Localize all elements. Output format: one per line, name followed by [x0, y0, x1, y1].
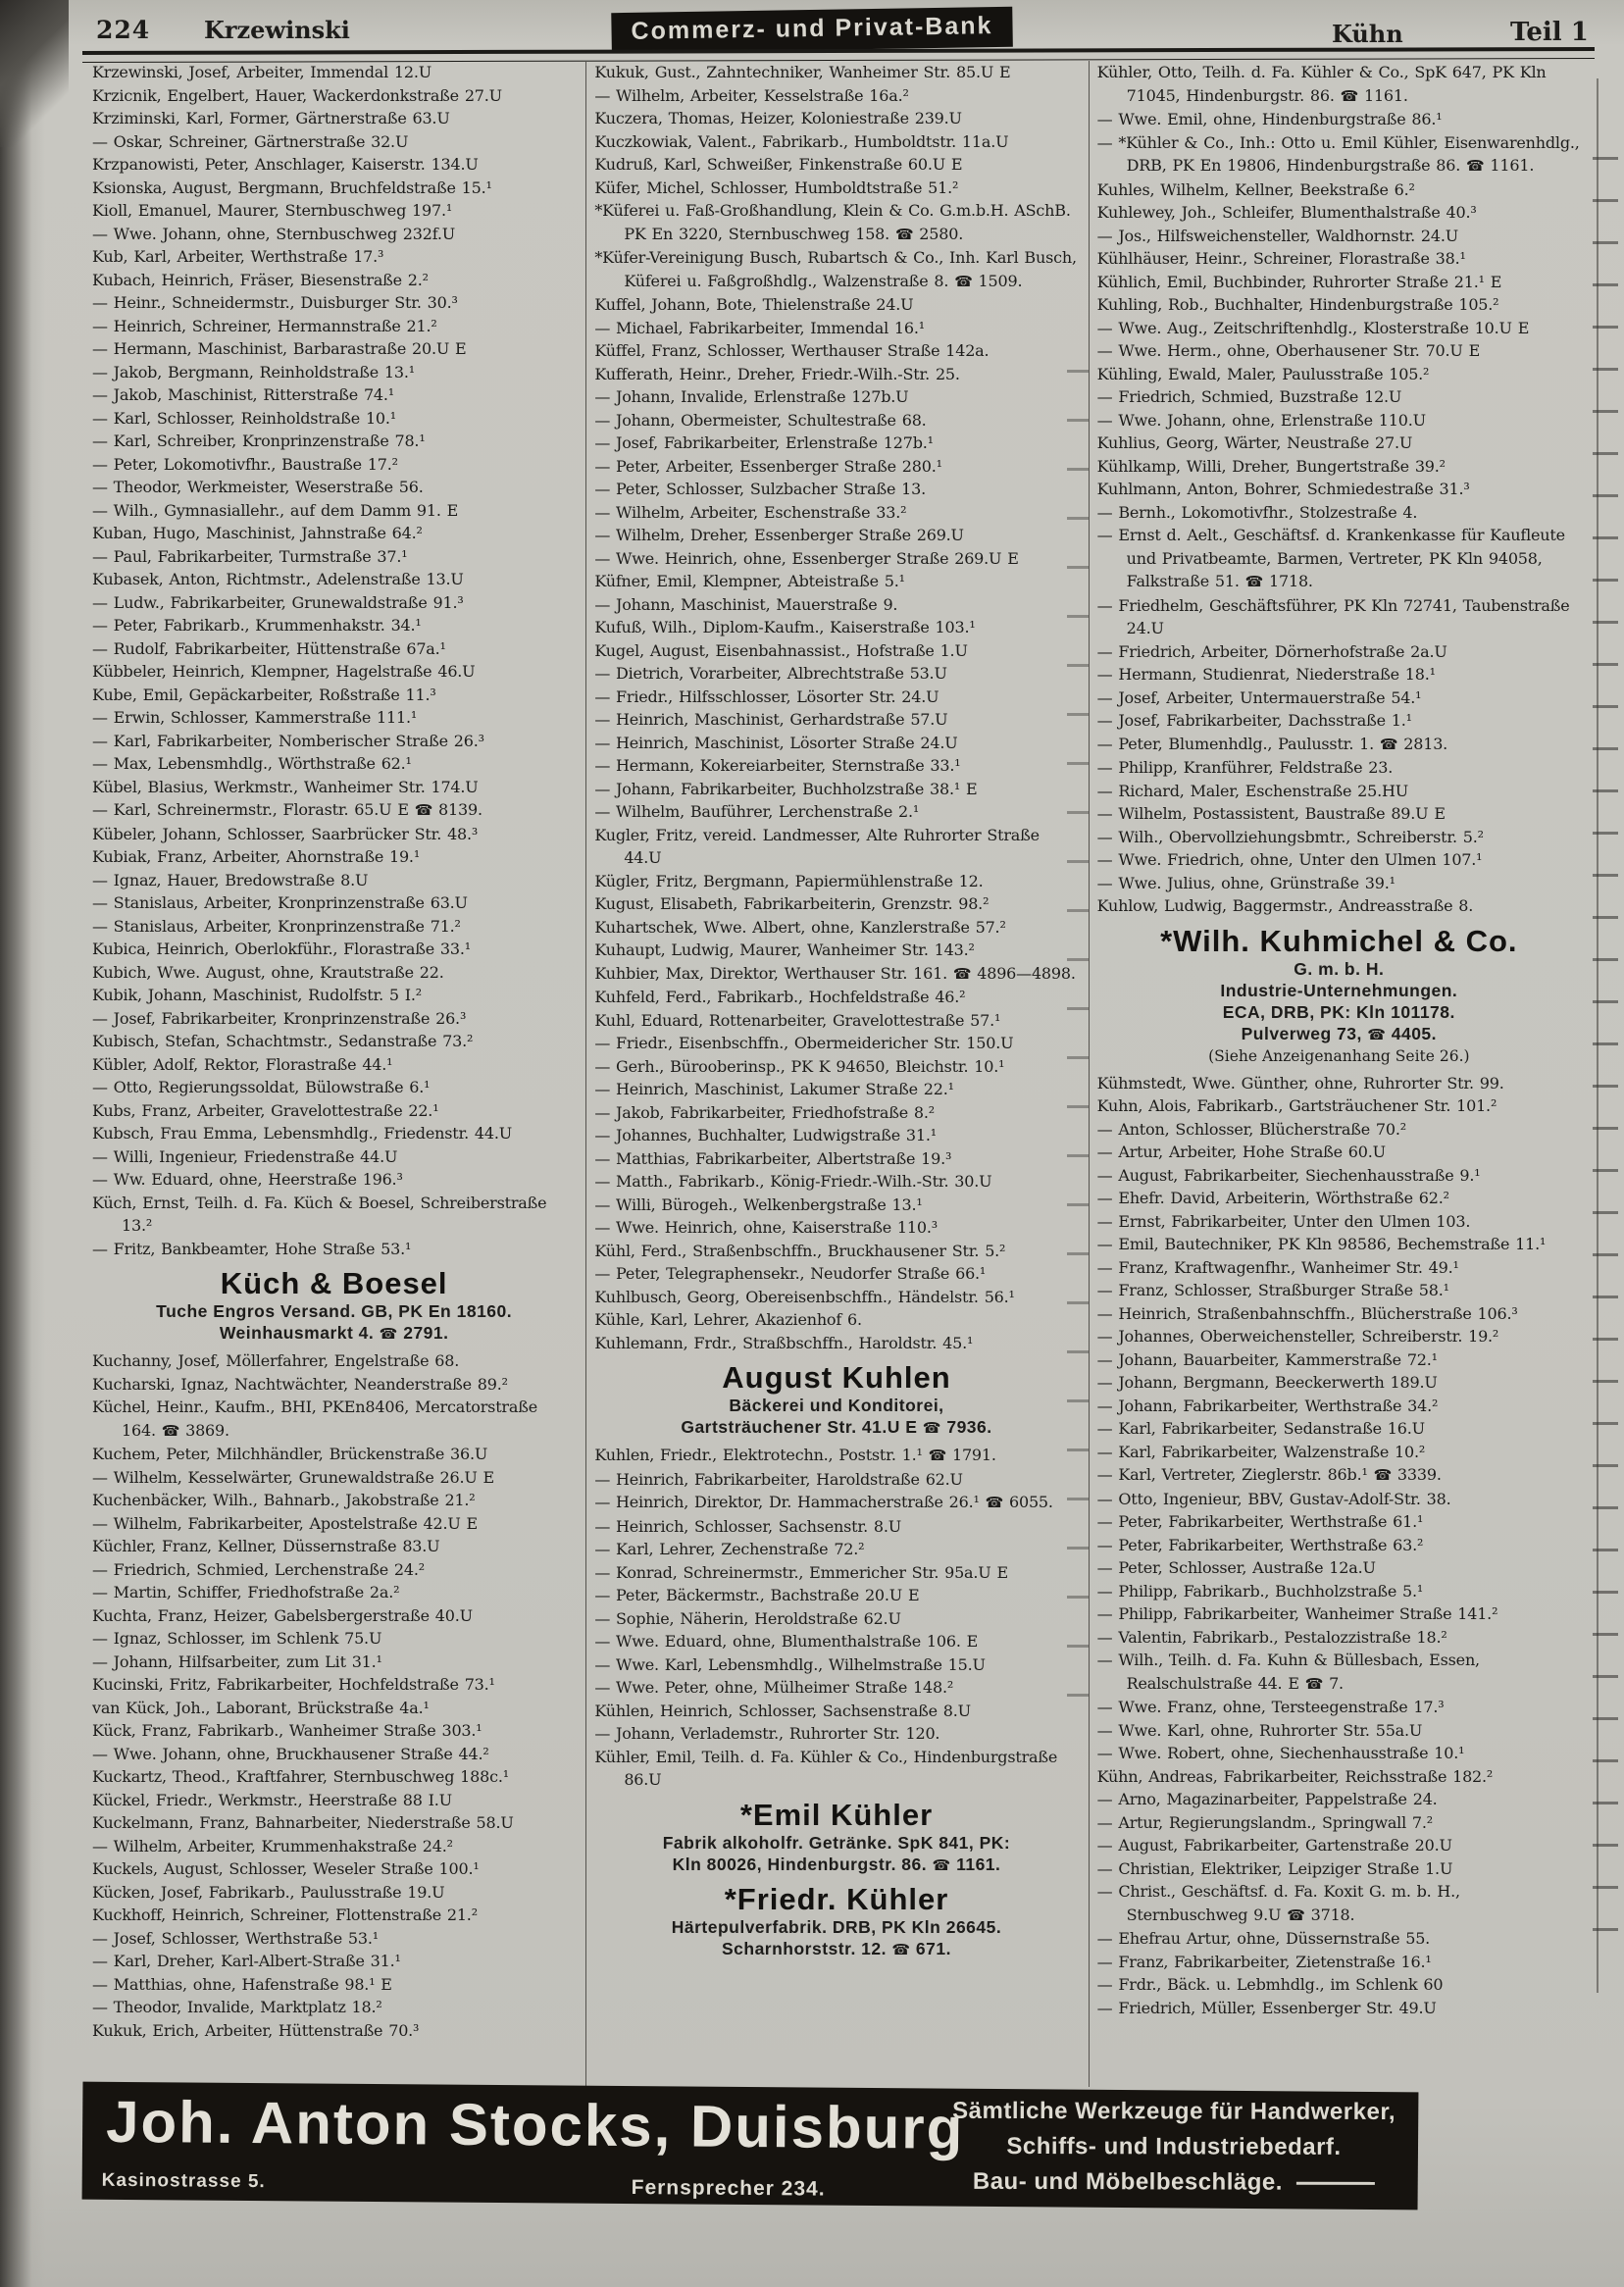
- directory-entry: — Wilhelm, Postassistent, Baustraße 89.U E: [1096, 804, 1446, 823]
- directory-entry: — Emil, Bautechniker, PK Kln 98586, Bechemstraße 11.¹: [1096, 1235, 1547, 1253]
- directory-entry: — Christ., Geschäftsf. d. Fa. Koxit G. m. b. H., Sternbuschweg 9.U ☎ 3718.: [1096, 1882, 1460, 1924]
- directory-entry: — Wwe. Johann, ohne, Sternbuschweg 232f.U: [92, 224, 456, 243]
- directory-entry: Küchel, Heinr., Kaufm., BHI, PKEn8406, Mercatorstraße 164. ☎ 3869.: [92, 1398, 537, 1440]
- directory-entry: Kücken, Josef, Fabrikarb., Paulusstraße 19.U: [92, 1882, 445, 1902]
- directory-entry: — Konrad, Schreinermstr., Emmericher Str. 95a.U E: [594, 1562, 1008, 1582]
- directory-entry: — Peter, Fabrikarbeiter, Werthstraße 63.²: [1096, 1535, 1424, 1554]
- directory-entry: Krzpanowisti, Peter, Anschlager, Kaiserstr. 134.U: [92, 155, 479, 174]
- directory-entry: Kugel, August, Eisenbahnassist., Hofstraße 1.U: [594, 640, 968, 660]
- directory-entry: Kuhlius, Georg, Wärter, Neustraße 27.U: [1096, 433, 1413, 452]
- scan-ticks-middle: [1067, 324, 1089, 1736]
- directory-entry: Krziminski, Karl, Former, Gärtnerstraße 63.U: [92, 109, 450, 127]
- directory-entry: Kukuk, Erich, Arbeiter, Hüttenstraße 70.³: [92, 2020, 420, 2040]
- directory-entry: Kioll, Emanuel, Maurer, Sternbuschweg 197.¹: [92, 201, 453, 220]
- directory-entry: — Michael, Fabrikarbeiter, Immendal 16.¹: [594, 318, 925, 337]
- directory-entry: Kühling, Ewald, Maler, Paulusstraße 105.²: [1096, 364, 1430, 383]
- column-3: [1089, 61, 1591, 2087]
- directory-entry: — Christian, Elektriker, Leipziger Straße 1.U: [1096, 1858, 1453, 1878]
- footer-ad-line: Bau- und Möbelbeschläge.: [943, 2164, 1404, 2201]
- directory-entry: — Karl, Schreinermstr., Florastr. 65.U E ☎ 8139.: [92, 800, 482, 819]
- directory-entry: — Friedhelm, Geschäftsführer, PK Kln 72741, Taubenstraße 24.U: [1096, 595, 1570, 637]
- directory-entry: Kückel, Friedr., Werkmstr., Heerstraße 88 I.U: [92, 1790, 452, 1809]
- directory-entry: Küch, Ernst, Teilh. d. Fa. Küch & Boesel, Schreiberstraße 13.²: [92, 1193, 547, 1235]
- directory-entry: — Karl, Schreiber, Kronprinzenstraße 78.¹: [92, 432, 426, 450]
- directory-entry: — Willi, Ingenieur, Friedenstraße 44.U: [92, 1146, 398, 1166]
- directory-entry: — Wwe. Franz, ohne, Tersteegenstraße 17.³: [1096, 1698, 1445, 1716]
- directory-entry: Kuhbier, Max, Direktor, Werthauser Str. 161. ☎ 4896—4898.: [594, 963, 1076, 983]
- directory-entry: — Bernh., Lokomotivfhr., Stolzestraße 4.: [1096, 502, 1418, 522]
- directory-entry: — Ww. Eduard, ohne, Heerstraße 196.³: [92, 1170, 403, 1189]
- directory-entry: — Peter, Lokomotivfhr., Baustraße 17.²: [92, 454, 398, 474]
- directory-entry: Kugust, Elisabeth, Fabrikarbeiterin, Grenzstr. 98.²: [594, 894, 990, 913]
- directory-entry: Kuchanny, Josef, Möllerfahrer, Engelstraße 68.: [92, 1351, 460, 1370]
- directory-entry: Kühlich, Emil, Buchbinder, Ruhrorter Straße 21.¹ E: [1096, 272, 1502, 291]
- directory-entry: Kuhaupt, Ludwig, Maurer, Wanheimer Str. 143.²: [594, 940, 975, 959]
- phone-icon: ☎: [1466, 157, 1485, 175]
- directory-entry: — Wilhelm, Arbeiter, Eschenstraße 33.²: [594, 502, 907, 522]
- directory-entry: — Wwe. Eduard, ohne, Blumenthalstraße 106. E: [594, 1632, 979, 1651]
- directory-entry: — Wilhelm, Arbeiter, Kesselstraße 16a.²: [594, 85, 909, 105]
- directory-entry: — Wwe. Johann, ohne, Bruckhausener Straße 44.²: [92, 1744, 489, 1763]
- directory-entry: — Johann, Verlademstr., Ruhrorter Str. 120.: [594, 1724, 940, 1743]
- directory-entry: — Wilhelm, Dreher, Essenberger Straße 269.U: [594, 526, 964, 544]
- directory-entry: — August, Fabrikarbeiter, Gartenstraße 20.U: [1096, 1836, 1452, 1855]
- directory-entry: — Artur, Arbeiter, Hohe Straße 60.U: [1096, 1143, 1386, 1161]
- directory-entry: Kuhles, Wilhelm, Kellner, Beekstraße 6.²: [1096, 179, 1415, 199]
- directory-entry: — Johann, Fabrikarbeiter, Buchholzstraße 38.¹ E: [594, 779, 978, 798]
- directory-entry: — Peter, Schlosser, Austraße 12a.U: [1096, 1558, 1376, 1577]
- inline-ad: [1097, 925, 1581, 1067]
- directory-entry: Kühle, Karl, Lehrer, Akazienhof 6.: [594, 1310, 862, 1329]
- phone-icon: ☎: [894, 225, 914, 243]
- phone-icon: ☎: [928, 1447, 947, 1464]
- directory-entry: — Wwe. Friedrich, ohne, Unter den Ulmen 107.¹: [1096, 850, 1483, 869]
- phone-icon: ☎: [1373, 1466, 1393, 1484]
- directory-entry: Kuhlewey, Joh., Schleifer, Blumenthalstraße 40.³: [1096, 203, 1477, 222]
- directory-entry: — Willi, Bürogeh., Welkenbergstraße 13.¹: [594, 1194, 923, 1214]
- directory-entry: — Oskar, Schreiner, Gärtnerstraße 32.U: [92, 131, 409, 151]
- inline-ad-line: Bäckerei und Konditorei,: [729, 1396, 944, 1415]
- directory-entry: — Franz, Fabrikarbeiter, Zietenstraße 16.¹: [1096, 1952, 1432, 1971]
- directory-entry: — Peter, Telegraphensekr., Neudorfer Straße 66.¹: [594, 1264, 987, 1283]
- directory-entry: — Erwin, Schlosser, Kammerstraße 111.¹: [92, 708, 418, 727]
- directory-entry: — Matthias, Fabrikarbeiter, Albertstraße 19.³: [594, 1148, 952, 1168]
- directory-entry: Kuhn, Alois, Fabrikarb., Gartsträuchener Str. 101.²: [1096, 1096, 1497, 1115]
- directory-entry: — Wwe. Aug., Zeitschriftenhdlg., Klosterstraße 10.U E: [1096, 318, 1530, 337]
- directory-entry: — Rudolf, Fabrikarbeiter, Hüttenstraße 67a.¹: [92, 638, 446, 658]
- directory-entry: — Wwe. Heinrich, ohne, Essenberger Straße 269.U E: [594, 548, 1019, 568]
- directory-entry: — *Kühler & Co., Inh.: Otto u. Emil Kühler, Eisenwarenhdlg., DRB, PK En 19806, Hindenburgstraße 86. ☎ 1161.: [1096, 132, 1580, 175]
- directory-entry: — Ehefr. David, Arbeiterin, Wörthstraße 62.²: [1096, 1189, 1449, 1207]
- directory-entry: — Friedr., Hilfsschlosser, Lösorter Str. 24.U: [594, 686, 939, 706]
- directory-entry: Kühn, Andreas, Fabrikarbeiter, Reichsstraße 182.²: [1096, 1766, 1494, 1786]
- directory-entry: — Philipp, Kranführer, Feldstraße 23.: [1096, 758, 1394, 777]
- directory-entry: — Philipp, Fabrikarb., Buchholzstraße 5.¹: [1096, 1581, 1424, 1601]
- directory-entry: — Dietrich, Vorarbeiter, Albrechtstraße 53.U: [594, 664, 947, 683]
- directory-entry: Kubiak, Franz, Arbeiter, Ahornstraße 19.¹: [92, 847, 421, 866]
- directory-entry: Kübeler, Johann, Schlosser, Saarbrücker Str. 48.³: [92, 824, 479, 843]
- directory-entry: — Ehefrau Artur, ohne, Düssernstraße 55.: [1096, 1929, 1431, 1948]
- directory-entry: Kuckelmann, Franz, Bahnarbeiter, Niederstraße 58.U: [92, 1813, 514, 1832]
- directory-entry: — Theodor, Invalide, Marktplatz 18.²: [92, 1998, 382, 2016]
- directory-entry: — Wilhelm, Kesselwärter, Grunewaldstraße 26.U E: [92, 1467, 495, 1487]
- directory-entry: — Wilh., Obervollziehungsbmtr., Schreiberstr. 5.²: [1096, 827, 1484, 846]
- directory-entry: — Franz, Kraftwagenfhr., Wanheimer Str. 49.¹: [1096, 1257, 1459, 1277]
- directory-entry: Kübel, Blasius, Werkmstr., Wanheimer Str. 174.U: [92, 777, 479, 796]
- directory-entry: Kubich, Wwe. August, ohne, Krautstraße 22.: [92, 962, 444, 982]
- directory-entry: — Peter, Schlosser, Sulzbacher Straße 13.: [594, 480, 926, 498]
- directory-entry: — Johannes, Oberweichensteller, Schreiberstr. 19.²: [1096, 1327, 1499, 1346]
- directory-entry: — Max, Lebensmhdlg., Wörthstraße 62.¹: [92, 754, 412, 773]
- directory-entry: — Ignaz, Schlosser, im Schlenk 75.U: [92, 1629, 382, 1648]
- directory-entry: — Wilh., Gymnasiallehr., auf dem Damm 91. E: [92, 500, 459, 520]
- directory-entry: Kügler, Fritz, Bergmann, Papiermühlenstraße 12.: [594, 871, 984, 890]
- directory-entry: — Matth., Fabrikarb., König-Friedr.-Wilh.-Str. 30.U: [594, 1172, 992, 1191]
- phone-icon: ☎: [922, 1419, 941, 1437]
- directory-entry: — Josef, Fabrikarbeiter, Kronprinzenstraße 26.³: [92, 1008, 467, 1028]
- directory-entry: — Wwe. Herm., ohne, Oberhausener Str. 70.U E: [1096, 341, 1481, 360]
- inline-ad-title: August Kuhlen: [722, 1360, 951, 1395]
- directory-entry: — Otto, Regierungssoldat, Bülowstraße 6.¹: [92, 1078, 431, 1096]
- footer-ad-product-lines: [943, 2094, 1404, 2201]
- directory-entry: — Heinrich, Maschinist, Gerhardstraße 57.U: [594, 710, 948, 729]
- directory-entry: — Jakob, Maschinist, Ritterstraße 74.¹: [92, 385, 395, 404]
- directory-entry: Kuhfeld, Ferd., Fabrikarb., Hochfeldstraße 46.²: [594, 988, 966, 1006]
- directory-entry: — Heinrich, Schlosser, Sachsenstr. 8.U: [594, 1516, 901, 1536]
- guide-word-right: Kühn: [1332, 20, 1403, 48]
- directory-entry: Kuchenbäcker, Wilh., Bahnarb., Jakobstraße 21.²: [92, 1491, 476, 1509]
- inline-ad-line: Fabrik alkoholfr. Getränke. SpK 841, PK:: [662, 1832, 1011, 1853]
- directory-entry: Kukuk, Gust., Zahntechniker, Wanheimer Str. 85.U E: [594, 63, 1011, 81]
- directory-entry: Kuhlbusch, Georg, Obereisenbschffn., Händelstr. 56.¹: [594, 1287, 1015, 1306]
- directory-entry: — Karl, Fabrikarbeiter, Nomberischer Straße 26.³: [92, 731, 484, 750]
- page-header: [0, 0, 1624, 53]
- phone-icon: ☎: [1244, 573, 1264, 590]
- phone-icon: ☎: [952, 964, 972, 983]
- directory-entry: Kühmstedt, Wwe. Günther, ohne, Ruhrorter Str. 99.: [1096, 1073, 1504, 1093]
- column-2: [585, 61, 1088, 2087]
- directory-entry: Kück, Franz, Fabrikarb., Wanheimer Straße 303.¹: [92, 1721, 482, 1740]
- footer-ad-phone: Fernsprecher 234.: [631, 2176, 826, 2201]
- directory-entry: Kufferath, Heinr., Dreher, Friedr.-Wilh.-Str. 25.: [594, 364, 960, 383]
- directory-entry: Kubasek, Anton, Richtmstr., Adelenstraße 13.U: [92, 570, 464, 588]
- inline-ad-title: *Friedr. Kühler: [724, 1881, 949, 1916]
- directory-entry: Kübler, Adolf, Rektor, Florastraße 44.¹: [92, 1054, 393, 1074]
- directory-entry: — Peter, Fabrikarbeiter, Werthstraße 61.¹: [1096, 1512, 1424, 1531]
- directory-entry: — Karl, Dreher, Karl-Albert-Straße 31.¹: [92, 1952, 401, 1970]
- directory-entry: Kuhlmann, Anton, Bohrer, Schmiedestraße 31.³: [1096, 480, 1470, 498]
- directory-entry: — Fritz, Bankbeamter, Hohe Straße 53.¹: [92, 1239, 412, 1258]
- footer-ad-company-name: Joh. Anton Stocks, Duisburg: [105, 2088, 965, 2161]
- inline-ad-line: Härtepulverfabrik. DRB, PK Kln 26645.: [671, 1916, 1002, 1937]
- directory-entry: — Johann, Fabrikarbeiter, Werthstraße 34.²: [1096, 1396, 1439, 1415]
- directory-entry: — Wilhelm, Arbeiter, Krummenhakstraße 24.²: [92, 1836, 453, 1855]
- directory-entry: — Wilhelm, Fabrikarbeiter, Apostelstraße 42.U E: [92, 1513, 478, 1533]
- book-spine-shadow: [0, 0, 45, 2287]
- directory-entry: — Karl, Vertreter, Zieglerstr. 86b.¹ ☎ 3339.: [1096, 1465, 1442, 1484]
- page-number: 224: [96, 16, 151, 44]
- directory-entry: — Wilhelm, Bauführer, Lerchenstraße 2.¹: [594, 802, 920, 821]
- directory-entry: — Friedrich, Schmied, Lerchenstraße 24.²: [92, 1559, 425, 1579]
- directory-entry: — Hermann, Maschinist, Barbarastraße 20.U E: [92, 339, 467, 358]
- inline-ad-line: ECA, DRB, PK: Kln 101178.: [1222, 1001, 1455, 1022]
- directory-entry: — Heinrich, Fabrikarbeiter, Haroldstraße 62.U: [594, 1469, 963, 1489]
- phone-icon: ☎: [891, 1940, 911, 1958]
- phone-icon: ☎: [1340, 86, 1359, 105]
- footer-ad-line: Sämtliche Werkzeuge für Handwerker,: [952, 2097, 1396, 2125]
- directory-entry: Kucinski, Fritz, Fabrikarbeiter, Hochfeldstraße 73.¹: [92, 1675, 495, 1694]
- directory-entry: — Wwe. Julius, ohne, Grünstraße 39.¹: [1096, 873, 1396, 892]
- directory-entry: — Josef, Arbeiter, Untermauerstraße 54.¹: [1096, 687, 1422, 707]
- phone-icon: ☎: [161, 1421, 180, 1440]
- phone-icon: ☎: [932, 1855, 951, 1874]
- directory-entry: Ksionska, August, Bergmann, Bruchfeldstraße 15.¹: [92, 178, 492, 197]
- directory-entry: — Peter, Arbeiter, Essenberger Straße 280.¹: [594, 456, 942, 476]
- directory-entry: — Heinrich, Maschinist, Lösorter Straße 24.U: [594, 733, 958, 752]
- directory-entry: Kühl, Ferd., Straßenbschffn., Bruckhausener Str. 5.²: [594, 1241, 1006, 1260]
- directory-entry: Küfner, Emil, Klempner, Abteistraße 5.¹: [594, 572, 905, 590]
- directory-entry: — Ernst d. Aelt., Geschäftsf. d. Krankenkasse für Kaufleute und Privatbeamte, Barmen, Vertreter, PK Kln 94058, Falkstraße 51. ☎ 1718.: [1096, 526, 1565, 590]
- directory-entry: Kuffel, Johann, Bote, Thielenstraße 24.U: [594, 295, 914, 314]
- scan-ticks-right: [1593, 118, 1618, 1954]
- inline-ad: [594, 1361, 1078, 1439]
- inline-ad-line: G. m. b. H.: [1294, 958, 1385, 979]
- directory-entry: Krzewinski, Josef, Arbeiter, Immendal 12.U: [92, 63, 432, 81]
- directory-entry: Kuchem, Peter, Milchhändler, Brückenstraße 36.U: [92, 1445, 488, 1463]
- inline-ad-line: Weinhausmarkt 4. ☎ 2791.: [219, 1323, 449, 1343]
- directory-entry: Kuckartz, Theod., Kraftfahrer, Sternbuschweg 188c.¹: [92, 1767, 509, 1786]
- directory-entry: Kudruß, Karl, Schweißer, Finkenstraße 60.U E: [594, 155, 963, 174]
- directory-entry: — Heinrich, Straßenbahnschffn., Blücherstraße 106.³: [1096, 1303, 1518, 1323]
- directory-entry: Krzicnik, Engelbert, Hauer, Wackerdonkstraße 27.U: [92, 85, 502, 105]
- inline-ad-title: Küch & Boesel: [220, 1266, 448, 1300]
- inline-ad-line: Kln 80026, Hindenburgstr. 86. ☎ 1161.: [672, 1854, 1001, 1874]
- footer-ad-line: Schiffs- und Industriebedarf.: [1006, 2132, 1342, 2160]
- inline-ad-title: *Emil Kühler: [739, 1797, 934, 1832]
- directory-entry: Kuczkowiak, Valent., Fabrikarb., Humboldtstr. 11a.U: [594, 131, 1009, 151]
- directory-entry: — Valentin, Fabrikarb., Pestalozzistraße 18.²: [1096, 1627, 1447, 1647]
- inline-ad: [92, 1267, 576, 1345]
- directory-entry: — Heinrich, Maschinist, Lakumer Straße 22.¹: [594, 1080, 954, 1098]
- inline-ad-line: Industrie-Unternehmungen.: [1220, 980, 1458, 1000]
- filler-dash: [1296, 2182, 1375, 2185]
- directory-entry: — Anton, Schlosser, Blücherstraße 70.²: [1096, 1119, 1406, 1139]
- directory-entry: — Wilh., Teilh. d. Fa. Kuhn & Büllesbach, Essen, Realschulstraße 44. E ☎ 7.: [1096, 1651, 1480, 1693]
- directory-entry: Küchler, Franz, Kellner, Düssernstraße 83.U: [92, 1537, 440, 1555]
- inline-ad-line: Pulverweg 73, ☎ 4405.: [1241, 1023, 1438, 1043]
- guide-word-left: Krzewinski: [204, 16, 350, 44]
- phone-icon: ☎: [414, 801, 433, 819]
- directory-entry: Kube, Emil, Gepäckarbeiter, Roßstraße 11.³: [92, 685, 436, 704]
- directory-entry: Kuchta, Franz, Heizer, Gabelsbergerstraße 40.U: [92, 1605, 473, 1625]
- directory-entry: — Hermann, Studienrat, Niederstraße 18.¹: [1096, 665, 1436, 684]
- directory-entry: Küfer, Michel, Schlosser, Humboldtstraße 51.²: [594, 178, 959, 197]
- phone-icon: ☎: [985, 1494, 1004, 1511]
- directory-entry: — Josef, Schlosser, Werthstraße 53.¹: [92, 1928, 379, 1948]
- directory-entry: Kühler, Emil, Teilh. d. Fa. Kühler & Co., Hindenburgstraße 86.U: [594, 1747, 1058, 1789]
- directory-entry: — Johann, Maschinist, Mauerstraße 9.: [594, 594, 898, 614]
- directory-entry: Kuckels, August, Schlosser, Weseler Straße 100.¹: [92, 1859, 480, 1878]
- directory-entry: — Otto, Ingenieur, BBV, Gustav-Adolf-Str. 38.: [1096, 1489, 1451, 1508]
- directory-entry: — Martin, Schiffer, Friedhofstraße 2a.²: [92, 1583, 400, 1601]
- directory-entry: — Jos., Hilfsweichensteller, Waldhornstr. 24.U: [1096, 226, 1459, 245]
- phone-icon: ☎: [379, 1325, 398, 1343]
- directory-entry: — Heinrich, Direktor, Dr. Hammacherstraße 26.¹ ☎ 6055.: [594, 1493, 1053, 1511]
- directory-entry: Kühler, Otto, Teilh. d. Fa. Kühler & Co., SpK 647, PK Kln 71045, Hindenburgstr. 86. ☎ 1161.: [1096, 63, 1547, 105]
- directory-entry: — Gerh., Bürooberinsp., PK K 94650, Bleichstr. 10.¹: [594, 1056, 1005, 1076]
- directory-entry: — Josef, Fabrikarbeiter, Dachsstraße 1.¹: [1096, 711, 1412, 730]
- directory-entry: — Matthias, ohne, Hafenstraße 98.¹ E: [92, 1974, 392, 1994]
- inline-ad-line: Scharnhorststr. 12. ☎ 671.: [721, 1938, 951, 1958]
- directory-entry: Kucharski, Ignaz, Nachtwächter, Neanderstraße 89.²: [92, 1374, 508, 1394]
- directory-entry: — Friedrich, Arbeiter, Dörnerhofstraße 2a.U: [1096, 641, 1447, 661]
- phone-icon: ☎: [1379, 735, 1398, 753]
- directory-entry: van Kück, Joh., Laborant, Brückstraße 4a.¹: [92, 1698, 430, 1717]
- directory-entry: — Wwe. Heinrich, ohne, Kaiserstraße 110.³: [594, 1218, 938, 1237]
- directory-entry: — Jakob, Bergmann, Reinholdstraße 13.¹: [92, 362, 415, 381]
- directory-entry: — Ignaz, Hauer, Bredowstraße 8.U: [92, 870, 369, 889]
- directory-entry: Kubik, Johann, Maschinist, Rudolfstr. 5 I.²: [92, 986, 423, 1004]
- inline-ad-line: Tuche Engros Versand. GB, PK En 18160.: [156, 1301, 513, 1321]
- directory-entry: — Artur, Regierungslandm., Springwall 7.²: [1096, 1812, 1433, 1832]
- inline-ad: [594, 1799, 1078, 1876]
- directory-entry: Kufuß, Wilh., Diplom-Kaufm., Kaiserstraße 103.¹: [594, 618, 976, 636]
- directory-entry: Kubisch, Stefan, Schachtmstr., Sedanstraße 73.²: [92, 1032, 474, 1050]
- directory-entry: — Wwe. Robert, ohne, Siechenhausstraße 10.¹: [1096, 1744, 1465, 1762]
- directory-entry: — Karl, Fabrikarbeiter, Sedanstraße 16.U: [1096, 1419, 1425, 1438]
- directory-entry: — Stanislaus, Arbeiter, Kronprinzenstraße 63.U: [92, 893, 468, 912]
- directory-entry: Kuczera, Thomas, Heizer, Koloniestraße 239.U: [594, 109, 962, 127]
- directory-entry: — Richard, Maler, Eschenstraße 25.HU: [1096, 781, 1409, 800]
- directory-entry: — Wwe. Emil, ohne, Hindenburgstraße 86.¹: [1096, 110, 1443, 128]
- directory-entry: — Johannes, Buchhalter, Ludwigstraße 31.¹: [594, 1126, 937, 1144]
- directory-entry: — Johann, Obermeister, Schultestraße 68.: [594, 410, 927, 430]
- directory-entry: — Friedrich, Schmied, Buzstraße 12.U: [1096, 387, 1402, 406]
- directory-entry: Kuckhoff, Heinrich, Schreiner, Flottenstraße 21.²: [92, 1906, 478, 1924]
- directory-entry: — Ernst, Fabrikarbeiter, Unter den Ulmen 103.: [1096, 1211, 1471, 1231]
- directory-entry: Kuhartschek, Wwe. Albert, ohne, Kanzlerstraße 57.²: [594, 917, 1006, 937]
- directory-entry: — Josef, Fabrikarbeiter, Erlenstraße 127b.¹: [594, 433, 934, 452]
- directory-entry: — Karl, Schlosser, Reinholdstraße 10.¹: [92, 408, 397, 428]
- directory-entry: Kuhling, Rob., Buchhalter, Hindenburgstraße 105.²: [1096, 295, 1499, 314]
- directory-entry: Kubsch, Frau Emma, Lebensmhdlg., Friedenstr. 44.U: [92, 1124, 513, 1143]
- directory-entry: *Küfer-Vereinigung Busch, Rubartsch & Co., Inh. Karl Busch, Küferei u. Faßgroßhdlg., Walzenstraße 8. ☎ 1509.: [594, 248, 1077, 290]
- directory-entry: — Johann, Hilfsarbeiter, zum Lit 31.¹: [92, 1652, 382, 1671]
- directory-entry: Kub, Karl, Arbeiter, Werthstraße 17.³: [92, 247, 384, 266]
- column-1: [84, 61, 585, 2087]
- directory-entry: — Frdr., Bäck. u. Lebmhdlg., im Schlenk 60: [1096, 1975, 1444, 1994]
- directory-entry: — Ludw., Fabrikarbeiter, Grunewaldstraße 91.³: [92, 592, 464, 612]
- directory-entry: Küffel, Franz, Schlosser, Werthauser Straße 142a.: [594, 341, 990, 360]
- directory-entry: — Johann, Bergmann, Beeckerwerth 189.U: [1096, 1373, 1438, 1392]
- directory-entry: Kühlkamp, Willi, Dreher, Bungertstraße 39.²: [1096, 456, 1446, 476]
- phone-icon: ☎: [1304, 1674, 1324, 1693]
- phone-icon: ☎: [1287, 1906, 1305, 1924]
- inline-ad-note: (Siehe Anzeigenanhang Seite 26.): [1208, 1046, 1470, 1065]
- directory-entry: — Peter, Fabrikarb., Krummenhakstr. 34.¹: [92, 616, 422, 635]
- directory-entry: — Sophie, Näherin, Heroldstraße 62.U: [594, 1608, 901, 1628]
- directory-entry: — Wwe. Johann, ohne, Erlenstraße 110.U: [1096, 410, 1426, 430]
- phone-icon: ☎: [954, 272, 973, 290]
- directory-entry: Kubica, Heinrich, Oberlokführ., Florastraße 33.¹: [92, 940, 471, 958]
- header-ad-commerz-privat-bank: Commerz- und Privat-Bank: [611, 7, 1012, 53]
- directory-entry: Kuhlen, Friedr., Elektrotechn., Poststr. 1.¹ ☎ 1791.: [594, 1446, 996, 1464]
- directory-entry: — Karl, Fabrikarbeiter, Walzenstraße 10.²: [1096, 1442, 1426, 1461]
- directory-entry: — Stanislaus, Arbeiter, Kronprinzenstraße 71.²: [92, 916, 461, 936]
- directory-entry: — August, Fabrikarbeiter, Siechenhausstraße 9.¹: [1096, 1165, 1481, 1185]
- directory-entry: Kühlhäuser, Heinr., Schreiner, Florastraße 38.¹: [1096, 249, 1466, 268]
- part-label: Teil 1: [1510, 18, 1589, 47]
- footer-ad-stocks: [82, 2082, 1419, 2211]
- directory-entry: Kuhlemann, Frdr., Straßbschffn., Haroldstr. 45.¹: [594, 1333, 974, 1352]
- directory-entry: Kuhlow, Ludwig, Baggermstr., Andreasstraße 8.: [1096, 896, 1474, 915]
- directory-entry: — Philipp, Fabrikarbeiter, Wanheimer Straße 141.²: [1096, 1604, 1498, 1623]
- directory-entry: Kugler, Fritz, vereid. Landmesser, Alte Ruhrorter Straße 44.U: [594, 825, 1040, 867]
- directory-entry: Kühlen, Heinrich, Schlosser, Sachsenstraße 8.U: [594, 1701, 971, 1720]
- directory-entry: — Friedrich, Müller, Essenberger Str. 49.U: [1096, 1998, 1437, 2017]
- directory-entry: — Friedr., Eisenbschffn., Obermeidericher Str. 150.U: [594, 1034, 1014, 1052]
- directory-entry: — Wwe. Peter, ohne, Mülheimer Straße 148.²: [594, 1678, 954, 1697]
- directory-entry: — Jakob, Fabrikarbeiter, Friedhofstraße 8.²: [594, 1102, 935, 1122]
- directory-entry: — Hermann, Kokereiarbeiter, Sternstraße 33.¹: [594, 756, 961, 775]
- directory-entry: Kubach, Heinrich, Fräser, Biesenstraße 2.²: [92, 270, 429, 289]
- directory-entry: — Peter, Blumenhdlg., Paulusstr. 1. ☎ 2813.: [1096, 734, 1448, 753]
- directory-entry: — Arno, Magazinarbeiter, Pappelstraße 24.: [1096, 1790, 1438, 1808]
- directory-entry: — Peter, Bäckermstr., Bachstraße 20.U E: [594, 1586, 920, 1604]
- inline-ad-title: *Wilh. Kuhmichel & Co.: [1160, 923, 1518, 958]
- directory-entry: — Wwe. Karl, Lebensmhdlg., Wilhelmstraße 15.U: [594, 1654, 986, 1674]
- directory-columns: [84, 61, 1591, 2087]
- directory-entry: *Küferei u. Faß-Großhandlung, Klein & Co. G.m.b.H. ASchB. PK En 3220, Sternbuschweg 158. ☎ 2580.: [594, 201, 1071, 243]
- directory-entry: — Heinrich, Schreiner, Hermannstraße 21.²: [92, 316, 437, 335]
- inline-ad-line: Gartsträuchener Str. 41.U E ☎ 7936.: [681, 1417, 992, 1437]
- directory-entry: Kuhl, Eduard, Rottenarbeiter, Gravelottestraße 57.¹: [594, 1010, 1001, 1030]
- directory-entry: — Karl, Lehrer, Zechenstraße 72.²: [594, 1540, 865, 1558]
- directory-entry: — Johann, Invalide, Erlenstraße 127b.U: [594, 387, 909, 406]
- directory-entry: — Heinr., Schneidermstr., Duisburger Str. 30.³: [92, 293, 458, 312]
- footer-ad-address: Kasinostrasse 5.: [101, 2169, 266, 2193]
- phone-icon: ☎: [1367, 1025, 1387, 1043]
- inline-ad: [594, 1883, 1078, 1960]
- directory-entry: Kübbeler, Heinrich, Klempner, Hagelstraße 46.U: [92, 662, 476, 681]
- directory-entry: — Johann, Bauarbeiter, Kammerstraße 72.¹: [1096, 1349, 1438, 1369]
- directory-entry: — Theodor, Werkmeister, Weserstraße 56.: [92, 478, 424, 496]
- directory-entry: Kuban, Hugo, Maschinist, Jahnstraße 64.²: [92, 524, 423, 542]
- directory-entry: — Franz, Schlosser, Straßburger Straße 58.¹: [1096, 1281, 1449, 1299]
- directory-entry: — Paul, Fabrikarbeiter, Turmstraße 37.¹: [92, 546, 408, 566]
- directory-entry: Kubs, Franz, Arbeiter, Gravelottestraße 22.¹: [92, 1100, 439, 1120]
- directory-entry: — Wwe. Karl, ohne, Ruhrorter Str. 55a.U: [1096, 1720, 1423, 1740]
